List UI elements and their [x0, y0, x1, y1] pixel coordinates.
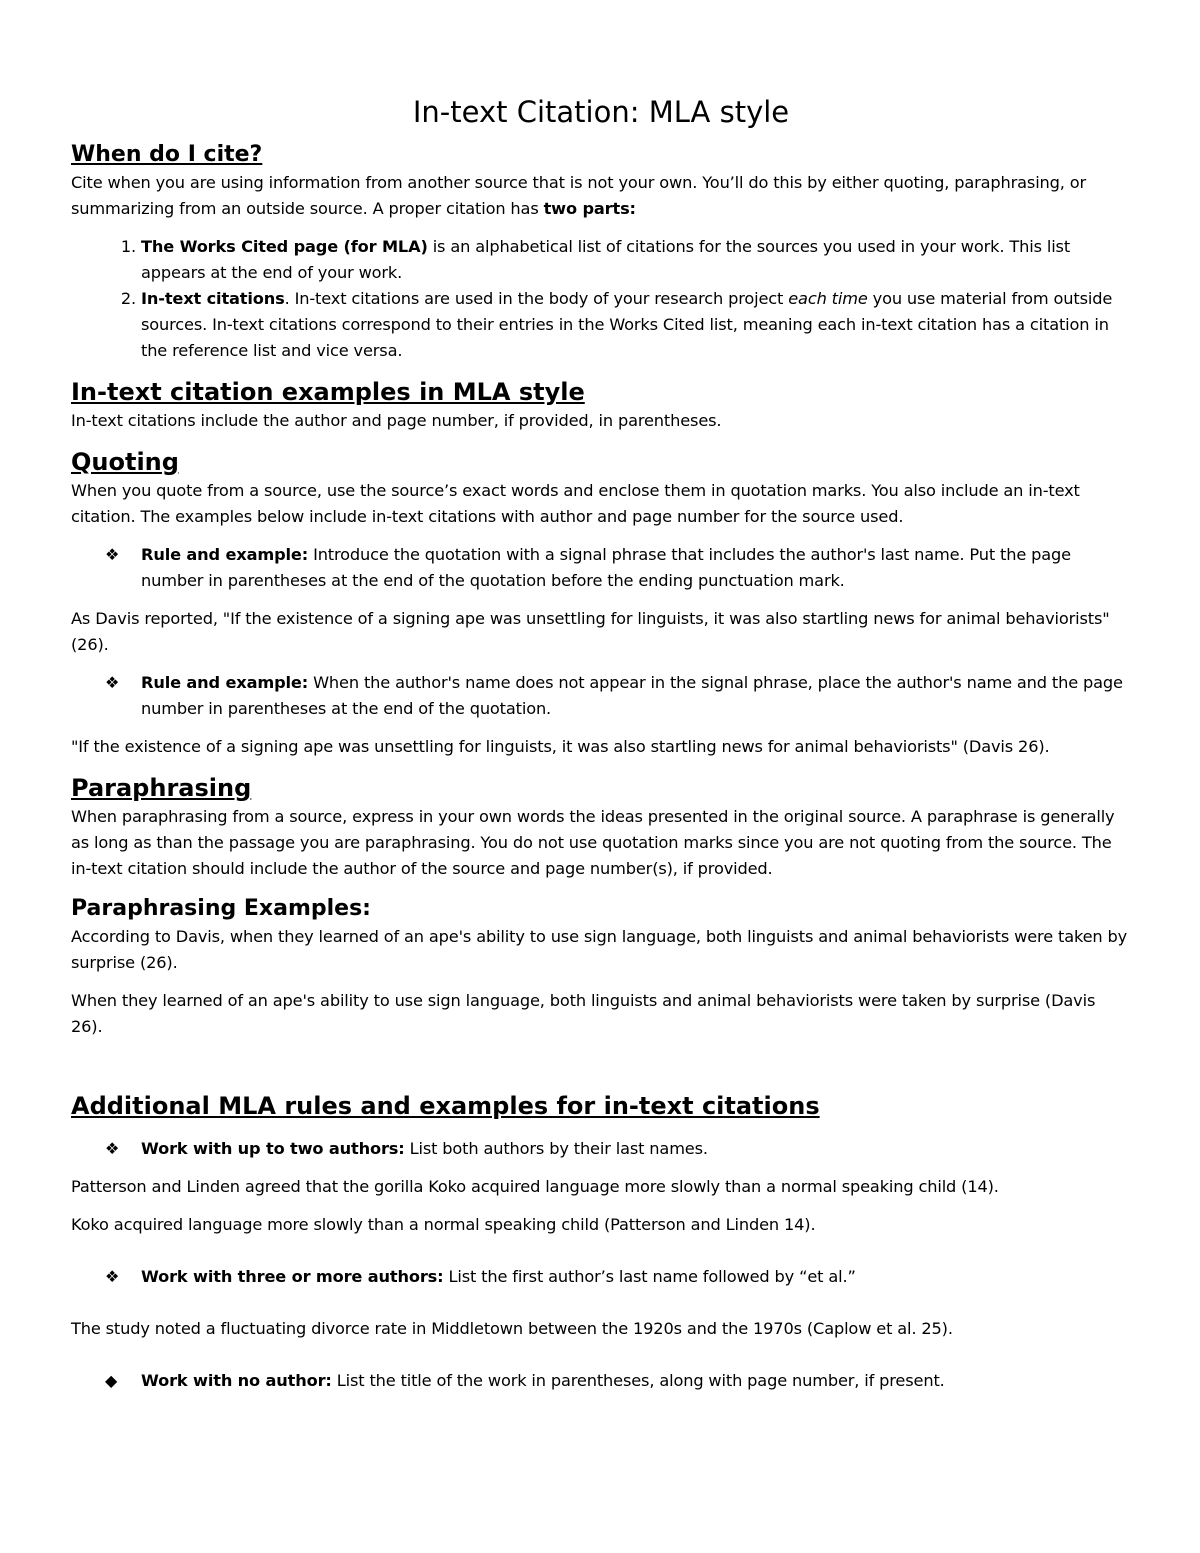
rule-label: Rule and example: — [141, 673, 309, 692]
paragraph-examples: In-text citations include the author and page number, if provided, in parentheses. — [71, 411, 722, 430]
star-bullet-icon: ❖ — [105, 545, 120, 564]
bullet-no-author — [71, 1368, 1131, 1394]
paragraph-paraphrasing: When paraphrasing from a source, express in your own words the ideas presented in the original source. A paraphrase is generally as long as than the passage you are paraphrasing. You do not use quotation marks since you are not quoting from the source. The in-text citation should include the author of the source and page number(s), if provided. — [71, 807, 1115, 878]
rule-text: List both authors by their last names. — [404, 1139, 708, 1158]
list-item-bold: In-text citations — [141, 289, 285, 308]
diamond-bullet-icon: ◆ — [105, 1371, 118, 1390]
heading-additional: Additional MLA rules and examples for in-text citations — [71, 1092, 820, 1120]
document-title: In-text Citation: MLA style — [412, 95, 790, 129]
two-authors-example-2: Koko acquired language more slowly than a normal speaking child (Patterson and Linden 14). — [71, 1215, 816, 1234]
rule-text: List the first author’s last name followed by “et al.” — [443, 1267, 856, 1286]
citation-parts-list — [71, 234, 1131, 364]
intro-text: Cite when you are using information from another source that is not your own. You’ll do this by either quoting, paraphrasing, or summarizing from an outside source. A proper citation has — [71, 173, 1087, 218]
star-bullet-icon: ❖ — [105, 1267, 120, 1286]
two-authors-example-1: Patterson and Linden agreed that the gorilla Koko acquired language more slowly than a normal speaking child (14). — [71, 1177, 999, 1196]
rule-text: Introduce the quotation with a signal phrase that includes the author's last name. Put the page number in parentheses at the end of the quotation before the ending punctuation mark. — [141, 545, 1071, 590]
heading-examples: In-text citation examples in MLA style — [71, 378, 585, 406]
paraphrase-example-1: According to Davis, when they learned of an ape's ability to use sign language, both linguists and animal behaviorists were taken by surprise (26). — [71, 927, 1128, 972]
list-item-text: you use material from outside sources. In-text citations correspond to their entries in the Works Cited list, meaning each in-text citation has a citation in the reference list and vice versa. — [141, 289, 1113, 360]
spacer — [71, 1302, 1131, 1316]
spacer — [71, 1354, 1131, 1368]
star-bullet-icon: ❖ — [105, 673, 120, 692]
heading-when-do-i-cite: When do I cite? — [71, 142, 263, 167]
paragraph-when-intro — [71, 170, 1131, 222]
rule-text: List the title of the work in parentheses, along with page number, if present. — [331, 1371, 945, 1390]
heading-paraphrasing: Paraphrasing — [71, 774, 252, 802]
bullet-three-authors — [71, 1264, 1131, 1290]
bullet-two-authors — [71, 1136, 1131, 1162]
spacer — [71, 1122, 1131, 1136]
quote-example-1: As Davis reported, "If the existence of a signing ape was unsettling for linguists, it was also startling news for animal behaviorists" (26). — [71, 609, 1110, 654]
list-item-works-cited — [141, 234, 1131, 286]
spacer — [71, 1250, 1131, 1264]
list-item-italic: each time — [788, 289, 868, 308]
bullet-rule-1 — [71, 542, 1131, 594]
document-page — [71, 92, 1131, 1406]
spacer — [71, 1052, 1131, 1090]
intro-bold: two parts: — [543, 199, 636, 218]
rule-label: Work with no author: — [141, 1371, 332, 1390]
paragraph-quoting: When you quote from a source, use the source’s exact words and enclose them in quotation marks. You also include an in-text citation. The examples below include in-text citations with author and page number for the source used. — [71, 481, 1080, 526]
list-item-text: is an alphabetical list of citations for the sources you used in your work. This list appears at the end of your work. — [141, 237, 1071, 282]
star-bullet-icon: ❖ — [105, 1139, 120, 1158]
rule-label: Work with up to two authors: — [141, 1139, 405, 1158]
quote-example-2: "If the existence of a signing ape was unsettling for linguists, it was also startling news for animal behaviorists" (Davis 26). — [71, 737, 1050, 756]
three-authors-example: The study noted a fluctuating divorce rate in Middletown between the 1920s and the 1970s (Caplow et al. 25). — [71, 1319, 953, 1338]
heading-paraphrasing-examples: Paraphrasing Examples: — [71, 896, 371, 921]
bullet-rule-2 — [71, 670, 1131, 722]
rule-label: Work with three or more authors: — [141, 1267, 444, 1286]
list-item-text: . In-text citations are used in the body of your research project — [284, 289, 789, 308]
paraphrase-example-2: When they learned of an ape's ability to use sign language, both linguists and animal behaviorists were taken by surprise (Davis 26). — [71, 991, 1096, 1036]
list-item-bold: The Works Cited page (for MLA) — [141, 237, 428, 256]
rule-label: Rule and example: — [141, 545, 309, 564]
heading-quoting: Quoting — [71, 448, 179, 476]
list-item-in-text — [141, 286, 1131, 364]
rule-text: When the author's name does not appear in the signal phrase, place the author's name and the page number in parentheses at the end of the quotation. — [141, 673, 1123, 718]
